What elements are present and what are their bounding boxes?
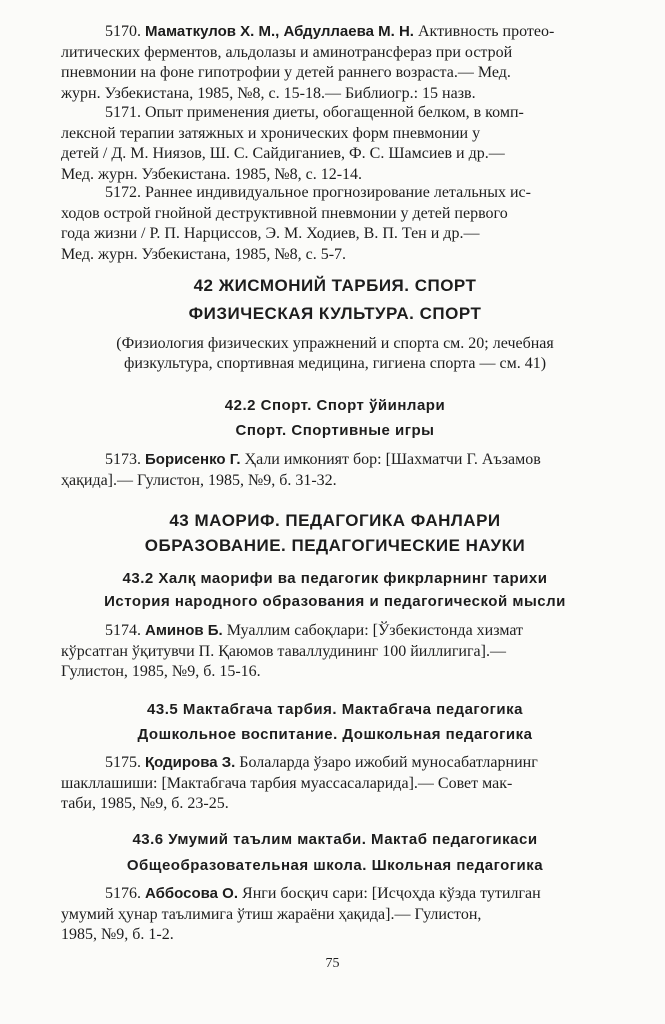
subsection-heading-43-5-uz: 43.5 Мактабгача тарбия. Мактабгача педагогика: [147, 701, 523, 718]
section-heading-43-ru: ОБРАЗОВАНИЕ. ПЕДАГОГИЧЕСКИЕ НАУКИ: [144, 536, 526, 555]
section-heading-42-uz: 42 ЖИСМОНИЙ ТАРБИЯ. СПОРТ: [193, 276, 477, 295]
bibliography-entry-5173: [61, 450, 609, 491]
entry-author: Аббосова О.: [145, 885, 239, 902]
entry-text: кўрсатган ўқитувчи П. Қаюмов таваллудининг 100 йиллигига].—: [61, 642, 506, 660]
entry-author: Аминов Б.: [145, 622, 223, 639]
bibliography-entry-5174: [61, 621, 609, 683]
entry-number: 5170.: [105, 23, 141, 40]
entry-text: Ҳали имконият бор: [Шахматчи Г. Аъзамов: [244, 451, 541, 468]
entry-text: таби, 1985, №9, б. 23-25.: [61, 795, 229, 813]
entry-text: Гулистон, 1985, №9, б. 15-16.: [61, 663, 261, 681]
entry-number: 5176.: [105, 885, 141, 902]
entry-author: Борисенко Г.: [145, 451, 241, 468]
entry-number: 5171.: [105, 104, 141, 121]
entry-text: умумий ҳунар таълимига ўтиш жараёни ҳақида].— Гулистон,: [61, 905, 482, 923]
entry-number: 5175.: [105, 754, 141, 771]
entry-text: Активность протео-: [417, 23, 555, 40]
entry-text: ҳақида].— Гулистон, 1985, №9, б. 31-32.: [61, 471, 337, 489]
entry-text: Раннее индивидуальное прогнозирование летальных ис-: [145, 184, 531, 201]
section-note-line: физкультура, спортивная медицина, гигиена спорта — см. 41): [123, 355, 547, 372]
subsection-heading-43-5-ru: Дошкольное воспитание. Дошкольная педагогика: [137, 726, 533, 743]
entry-text: литических ферментов, альдолазы и аминотрансфераз при острой: [61, 43, 513, 61]
bibliography-entry-5176: [61, 884, 609, 946]
entry-text: Янги босқич сари: [Исҷоҳда кўзда тутилган: [242, 885, 541, 902]
entry-text: детей / Д. М. Ниязов, Ш. С. Сайдиганиев, Ф. С. Шамсиев и др.—: [61, 145, 505, 163]
entry-text: пневмонии на фоне гипотрофии у детей раннего возраста.— Мед.: [61, 64, 511, 82]
subsection-heading-43-6-uz: 43.6 Умумий таълим мактаби. Мактаб педагогикаси: [132, 831, 538, 848]
entry-number: 5173.: [105, 451, 141, 468]
entry-text: Опыт применения диеты, обогащенной белком, в комп-: [145, 104, 524, 121]
subsection-heading-43-6-ru: Общеобразовательная школа. Школьная педагогика: [126, 857, 544, 874]
entry-text: Муаллим сабоқлари: [Ўзбекистонда хизмат: [226, 622, 524, 639]
entry-text: 1985, №9, б. 1-2.: [61, 926, 174, 944]
entry-author: Маматкулов Х. М., Абдуллаева М. Н.: [145, 23, 414, 40]
entry-text: Мед. журн. Узбекистана. 1985, №8, с. 12-14.: [61, 165, 363, 183]
bibliography-entry-5172: [61, 183, 609, 265]
subsection-heading-43-2-ru: История народного образования и педагогической мысли: [104, 593, 566, 610]
bibliography-entry-5175: [61, 753, 609, 815]
entry-number: 5174.: [105, 622, 141, 639]
entry-number: 5172.: [105, 184, 141, 201]
subsection-heading-43-2-uz: 43.2 Халқ маорифи ва педагогик фикрларнинг тарихи: [122, 570, 548, 587]
entry-author: Қодирова З.: [145, 754, 236, 771]
entry-text: лексной терапии затяжных и хронических форм пневмонии у: [61, 124, 481, 142]
section-heading-43-uz: 43 МАОРИФ. ПЕДАГОГИКА ФАНЛАРИ: [169, 511, 501, 530]
subsection-heading-42-2-ru: Спорт. Спортивные игры: [235, 422, 435, 439]
section-note-line: (Физиология физических упражнений и спорта см. 20; лечебная: [116, 335, 554, 352]
entry-text: года жизни / Р. П. Нарциссов, Э. М. Ходиев, В. П. Тен и др.—: [61, 225, 480, 243]
entry-text: журн. Узбекистана, 1985, №8, с. 15-18.— Библиогр.: 15 назв.: [61, 84, 476, 102]
entry-text: шакллашиши: [Мактабгача тарбия муассасаларида].— Совет мак-: [61, 774, 513, 792]
bibliography-entry-5170: [61, 22, 609, 104]
bibliography-entry-5171: [61, 103, 609, 185]
entry-text: Мед. журн. Узбекистана, 1985, №8, с. 5-7.: [61, 245, 347, 263]
entry-text: Болаларда ўзаро ижобий муносабатларнинг: [239, 754, 538, 771]
page-number: 75: [325, 956, 340, 971]
entry-text: ходов острой гнойной деструктивной пневмонии у детей первого: [61, 204, 508, 222]
section-heading-42-ru: ФИЗИЧЕСКАЯ КУЛЬТУРА. СПОРТ: [188, 304, 482, 323]
subsection-heading-42-2-uz: 42.2 Спорт. Спорт ўйинлари: [224, 397, 446, 414]
